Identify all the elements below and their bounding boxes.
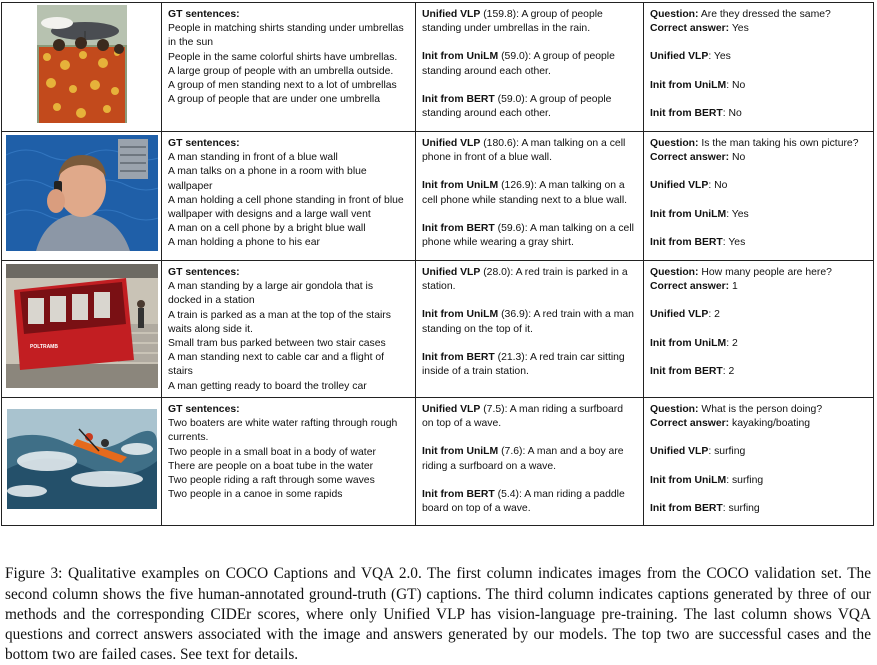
gt-sentence: A man holding a cell phone standing in front of blue wallpaper with designs and a large wall vent	[168, 194, 404, 221]
vqa-correct-answer: Correct answer: No	[650, 152, 746, 164]
gt-sentence: A man standing by a large air gondola that is docked in a station	[168, 281, 374, 307]
gt-sentence: Two people in a canoe in some rapids	[168, 489, 343, 501]
vqa-question: Question: Is the man taking his own picture?	[650, 138, 859, 149]
gt-sentence: A train is parked as a man at the top of the stairs waits along side it.	[168, 309, 391, 335]
gt-sentence: A man holding a phone to his ear	[168, 237, 320, 249]
generated-captions-cell	[416, 132, 644, 261]
gt-label: GT sentences:	[168, 9, 240, 20]
image-cell	[2, 132, 162, 261]
caption-init-bert: Init from BERT (21.3): A red train car sitting inside of a train station.	[422, 351, 625, 378]
answer-unified-vlp: Unified VLP: 2	[650, 309, 720, 321]
caption-init-bert: Init from BERT (59.6): A man talking on a cell phone while wearing a gray shirt.	[422, 222, 634, 249]
photo-man-on-phone	[6, 135, 158, 251]
answer-init-bert: Init from BERT: surfing	[650, 502, 760, 514]
gt-label: GT sentences:	[168, 404, 240, 415]
caption-init-unilm: Init from UniLM (126.9): A man talking on a cell phone while standing next to a blue wall.	[422, 180, 628, 206]
example-row-1	[2, 3, 874, 132]
gt-sentence: A man talks on a phone in a room with blue wallpaper	[168, 166, 367, 192]
vqa-correct-answer: Correct answer: 1	[650, 281, 738, 293]
example-row-4	[2, 398, 874, 526]
caption-unified-vlp: Unified VLP (7.5): A man riding a surfboard on top of a wave.	[422, 404, 624, 430]
gt-sentence: People in the same colorful shirts have umbrellas.	[168, 51, 398, 63]
caption-unified-vlp: Unified VLP (180.6): A man talking on a cell phone in front of a blue wall.	[422, 138, 626, 164]
caption-init-bert: Init from BERT (59.0): A group of people standing around each other.	[422, 93, 612, 120]
generated-captions-cell	[416, 261, 644, 398]
answer-unified-vlp: Unified VLP: No	[650, 180, 728, 192]
example-row-2	[2, 132, 874, 261]
vqa-question: Question: Are they dressed the same?	[650, 9, 831, 20]
photo-people-with-umbrellas	[37, 5, 127, 123]
answer-init-bert: Init from BERT: Yes	[650, 236, 746, 248]
caption-init-bert: Init from BERT (5.4): A man riding a paddle board on top of a wave.	[422, 488, 625, 515]
tram-sign-text: POLTRAMB	[29, 344, 58, 351]
gt-sentence: There are people on a boat tube in the water	[168, 460, 374, 472]
gt-sentence: A man standing in front of a blue wall	[168, 152, 338, 164]
answer-init-unilm: Init from UniLM: No	[650, 79, 746, 91]
vqa-cell	[644, 3, 874, 132]
gt-sentences-cell	[162, 398, 416, 526]
vqa-cell	[644, 398, 874, 526]
gt-sentence: Two boaters are white water rafting through rough currents.	[168, 418, 398, 444]
photo-rafting	[7, 409, 157, 509]
vqa-cell	[644, 261, 874, 398]
gt-sentence: Two people in a small boat in a body of water	[168, 446, 376, 458]
gt-sentence: A man getting ready to board the trolley car	[168, 380, 367, 392]
gt-sentences-cell	[162, 261, 416, 398]
gt-sentence: Small tram bus parked between two stair cases	[168, 338, 386, 350]
gt-label: GT sentences:	[168, 267, 240, 278]
gt-sentence: A group of people that are under one umbrella	[168, 94, 381, 106]
caption-init-unilm: Init from UniLM (36.9): A red train with a man standing on the top of it.	[422, 309, 634, 335]
example-row-3	[2, 261, 874, 398]
answer-unified-vlp: Unified VLP: Yes	[650, 51, 731, 63]
image-cell	[2, 398, 162, 526]
gt-sentences-cell	[162, 3, 416, 132]
gt-sentences-cell	[162, 132, 416, 261]
caption-init-unilm: Init from UniLM (59.0): A group of people standing around each other.	[422, 51, 615, 77]
vqa-correct-answer: Correct answer: kayaking/boating	[650, 418, 811, 430]
answer-init-bert: Init from BERT: 2	[650, 365, 735, 377]
qualitative-examples-table	[1, 2, 874, 526]
answer-init-unilm: Init from UniLM: surfing	[650, 474, 764, 486]
answer-init-bert: Init from BERT: No	[650, 107, 742, 119]
answer-unified-vlp: Unified VLP: surfing	[650, 446, 746, 458]
vqa-cell	[644, 132, 874, 261]
gt-sentence: A group of men standing next to a lot of umbrellas	[168, 80, 397, 92]
generated-captions-cell	[416, 398, 644, 526]
gt-sentence: A man standing next to cable car and a flight of stairs	[168, 352, 385, 378]
vqa-question: Question: What is the person doing?	[650, 404, 823, 415]
caption-unified-vlp: Unified VLP (28.0): A red train is parked in a station.	[422, 267, 628, 293]
caption-init-unilm: Init from UniLM (7.6): A man and a boy are riding a surfboard on a wave.	[422, 446, 624, 472]
vqa-question: Question: How many people are here?	[650, 267, 832, 278]
image-cell	[2, 3, 162, 132]
gt-sentence: A man on a cell phone by a bright blue wall	[168, 223, 366, 235]
gt-sentence: A large group of people with an umbrella outside.	[168, 65, 394, 77]
figure-caption: Figure 3: Qualitative examples on COCO Captions and VQA 2.0. The first column indicates images from the COCO validation set. The second column shows the five human-annotated ground-truth (GT) captions. The third column indicates captions generated by three of our methods and the corresponding CIDEr scores, where only Unified VLP has vision-language pre-training. The last column shows VQA questions and correct answers associated with the image and answers generated by our models. The top two are successful cases and the bottom two are failed cases. See text for details.	[5, 565, 871, 664]
gt-sentence: Two people riding a raft through some waves	[168, 475, 375, 487]
generated-captions-cell	[416, 3, 644, 132]
gt-sentence: People in matching shirts standing under umbrellas in the sun	[168, 23, 404, 49]
gt-label: GT sentences:	[168, 138, 240, 149]
image-cell	[2, 261, 162, 398]
vqa-correct-answer: Correct answer: Yes	[650, 23, 749, 35]
caption-unified-vlp: Unified VLP (159.8): A group of people standing under umbrellas in the rain.	[422, 9, 603, 35]
photo-red-tram	[6, 264, 158, 388]
answer-init-unilm: Init from UniLM: 2	[650, 337, 738, 349]
answer-init-unilm: Init from UniLM: Yes	[650, 208, 749, 220]
